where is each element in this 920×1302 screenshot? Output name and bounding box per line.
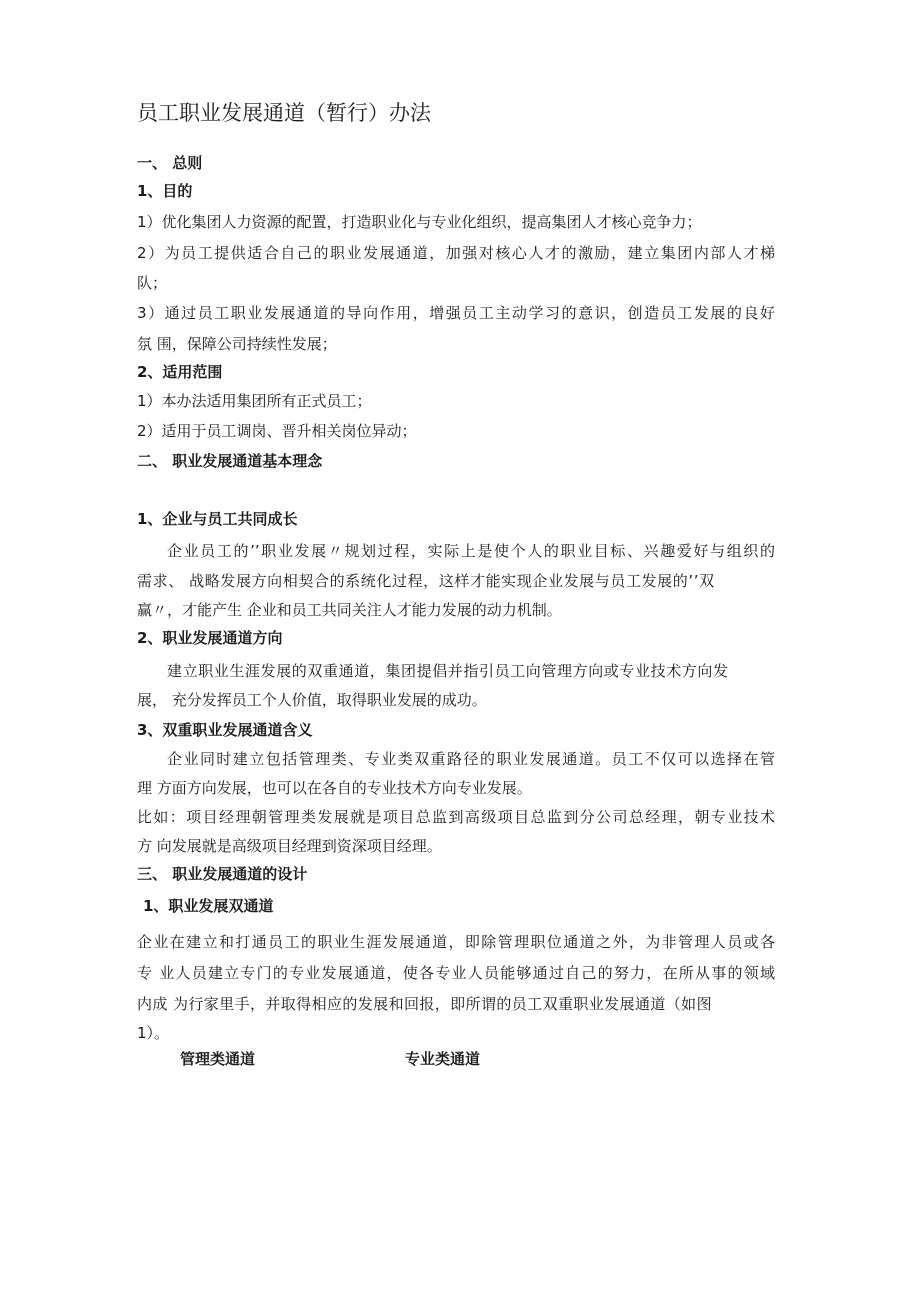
paragraph-line: 企业同时建立包括管理类、专业类双重路径的职业发展通道。员工不仅可以选择在管 bbox=[167, 750, 775, 768]
paragraph-line: 1）优化集团人力资源的配置，打造职业化与专业化组织，提高集团人才核心竞争力； bbox=[137, 213, 702, 231]
section-heading: 三、 职业发展通道的设计 bbox=[137, 865, 308, 883]
paragraph-line: 赢〃，才能产生 企业和员工共同关注人才能力发展的动力机制。 bbox=[137, 601, 562, 619]
subsection-heading: 3、双重职业发展通道含义 bbox=[137, 721, 313, 739]
paragraph-line: 展， 充分发挥员工个人价值，取得职业发展的成功。 bbox=[137, 691, 487, 709]
subsection-heading: 2、适用范围 bbox=[137, 363, 223, 381]
subsection-heading: 1、企业与员工共同成长 bbox=[137, 510, 298, 528]
paragraph-line: 2）适用于员工调岗、晋升相关岗位异动； bbox=[137, 422, 417, 440]
paragraph-line: 企业在建立和打通员工的职业生涯发展通道，即除管理职位通道之外，为非管理人员或各 bbox=[137, 933, 775, 951]
paragraph-line: 内成 为行家里手，并取得相应的发展和回报，即所谓的员工双重职业发展通道（如图 bbox=[137, 995, 712, 1013]
paragraph-line: 企业员工的’’职业发展〃规划过程，实际上是使个人的职业目标、兴趣爱好与组织的 bbox=[167, 542, 775, 560]
paragraph-line: 队； bbox=[137, 274, 168, 292]
subsection-heading: 1、目的 bbox=[137, 182, 193, 200]
paragraph-line: 1）。 bbox=[137, 1024, 170, 1042]
section-heading: 二、 职业发展通道基本理念 bbox=[137, 452, 323, 470]
paragraph-line: 方 向发展就是高级项目经理到资深项目经理。 bbox=[137, 837, 442, 855]
paragraph-line: 理 方面方向发展，也可以在各自的专业技术方向专业发展。 bbox=[137, 779, 532, 797]
section-heading: 一、 总则 bbox=[137, 154, 203, 172]
subsection-heading: 2、职业发展通道方向 bbox=[137, 629, 283, 647]
subsection-heading: 1、职业发展双通道 bbox=[143, 897, 274, 915]
paragraph-line: 需求、 战略发展方向相契合的系统化过程，这样才能实现企业发展与员工发展的’’双 bbox=[137, 572, 715, 590]
paragraph-line: 专 业人员建立专门的专业发展通道，使各专业人员能够通过自己的努力，在所从事的领域 bbox=[137, 964, 775, 982]
paragraph-line: 氛 围，保障公司持续性发展； bbox=[137, 335, 337, 353]
paragraph-line: 2）为员工提供适合自己的职业发展通道，加强对核心人才的激励，建立集团内部人才梯 bbox=[137, 244, 775, 262]
document-title: 员工职业发展通道（暂行）办法 bbox=[137, 101, 431, 125]
paragraph-line: 1）本办法适用集团所有正式员工； bbox=[137, 392, 372, 410]
paragraph-line: 比如：项目经理朝管理类发展就是项目总监到高级项目总监到分公司总经理，朝专业技术 bbox=[137, 808, 775, 826]
management-track-label: 管理类通道 bbox=[180, 1050, 256, 1068]
professional-track-label: 专业类通道 bbox=[405, 1050, 481, 1068]
paragraph-line: 3）通过员工职业发展通道的导向作用，增强员工主动学习的意识，创造员工发展的良好 bbox=[137, 304, 775, 322]
paragraph-line: 建立职业生涯发展的双重通道，集团提倡并指引员工向管理方向或专业技术方向发 bbox=[167, 662, 729, 680]
